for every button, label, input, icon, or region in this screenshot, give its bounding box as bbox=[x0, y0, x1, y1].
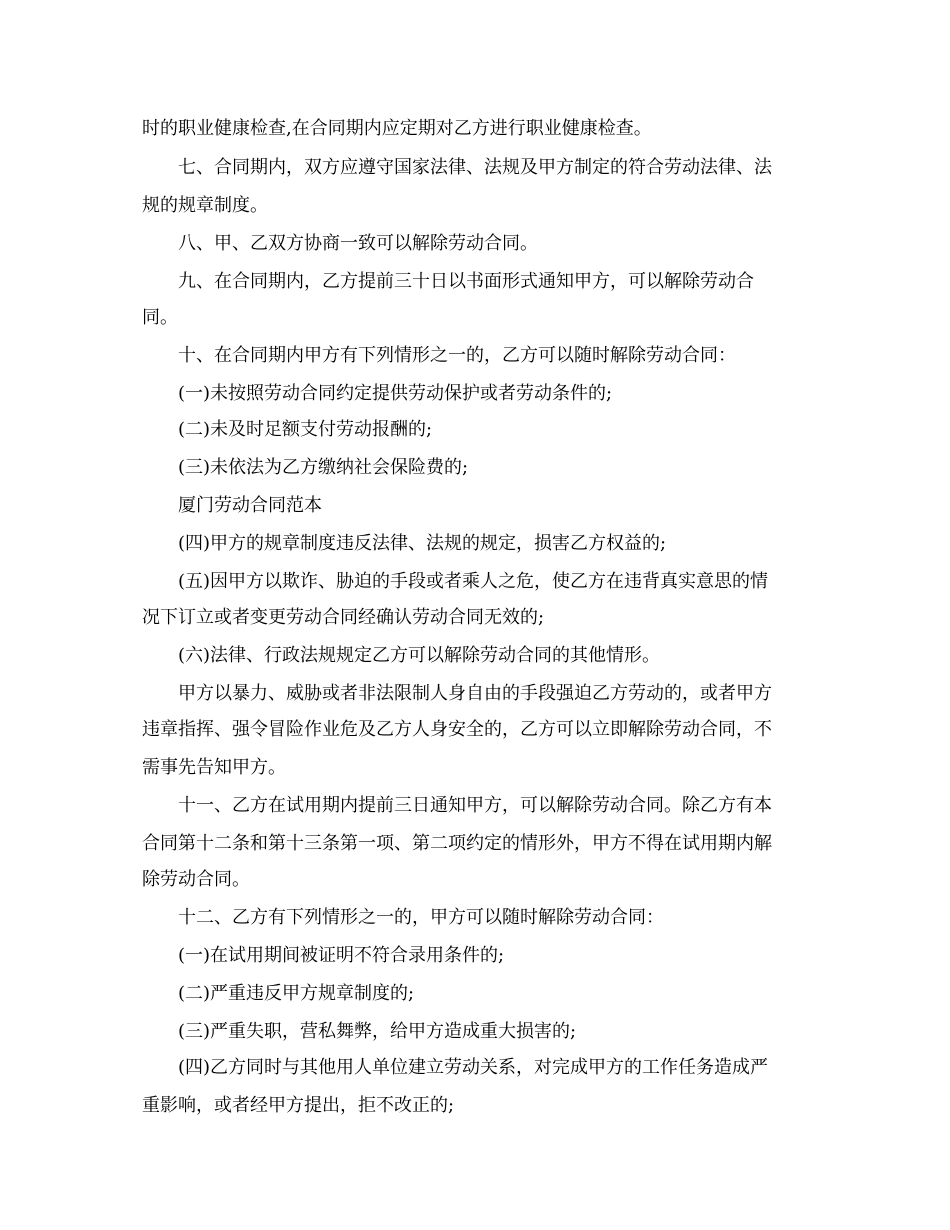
text-line: 七、合同期内，双方应遵守国家法律、法规及甲方制定的符合劳动法律、法 bbox=[178, 157, 772, 178]
text-line: 违章指挥、强令冒险作业危及乙方人身安全的，乙方可以立即解除劳动合同，不 bbox=[142, 719, 772, 740]
text-line: 时的职业健康检查,在合同期内应定期对乙方进行职业健康检查。 bbox=[142, 118, 652, 139]
text-line: 规的规章制度。 bbox=[142, 195, 268, 216]
text-line: 需事先告知甲方。 bbox=[142, 757, 286, 778]
text-line: 厦门劳动合同范本 bbox=[178, 495, 322, 516]
text-line: (四)乙方同时与其他用人单位建立劳动关系，对完成甲方的工作任务造成严 bbox=[178, 1057, 769, 1078]
text-line: (四)甲方的规章制度违反法律、法规的规定，损害乙方权益的; bbox=[178, 533, 667, 554]
text-line: 重影响，或者经甲方提出，拒不改正的; bbox=[142, 1095, 455, 1116]
text-line: (五)因甲方以欺诈、胁迫的手段或者乘人之危，使乙方在违背真实意思的情 bbox=[178, 571, 769, 592]
text-line: 九、在合同期内，乙方提前三十日以书面形式通知甲方，可以解除劳动合 bbox=[178, 271, 754, 292]
text-line: 十二、乙方有下列情形之一的，甲方可以随时解除劳动合同： bbox=[178, 907, 664, 928]
text-line: 十、在合同期内甲方有下列情形之一的，乙方可以随时解除劳动合同： bbox=[178, 345, 736, 366]
text-line: 八、甲、乙双方协商一致可以解除劳动合同。 bbox=[178, 233, 538, 254]
text-line: 十一、乙方在试用期内提前三日通知甲方，可以解除劳动合同。除乙方有本 bbox=[178, 795, 772, 816]
text-line: (二)未及时足额支付劳动报酬的; bbox=[178, 419, 433, 440]
text-line: 同。 bbox=[142, 307, 178, 328]
text-line: 况下订立或者变更劳动合同经确认劳动合同无效的; bbox=[142, 607, 545, 628]
text-line: 甲方以暴力、威胁或者非法限制人身自由的手段强迫乙方劳动的，或者甲方 bbox=[178, 683, 772, 704]
text-line: (三)未依法为乙方缴纳社会保险费的; bbox=[178, 457, 469, 478]
text-line: (六)法律、行政法规规定乙方可以解除劳动合同的其他情形。 bbox=[178, 645, 661, 666]
text-line: (二)严重违反甲方规章制度的; bbox=[178, 983, 415, 1004]
text-line: (一)未按照劳动合同约定提供劳动保护或者劳动条件的; bbox=[178, 383, 613, 404]
text-line: 合同第十二条和第十三条第一项、第二项约定的情形外，甲方不得在试用期内解 bbox=[142, 833, 772, 854]
text-line: (一)在试用期间被证明不符合录用条件的; bbox=[178, 945, 505, 966]
text-line: (三)严重失职，营私舞弊，给甲方造成重大损害的; bbox=[178, 1021, 577, 1042]
text-line: 除劳动合同。 bbox=[142, 869, 250, 890]
